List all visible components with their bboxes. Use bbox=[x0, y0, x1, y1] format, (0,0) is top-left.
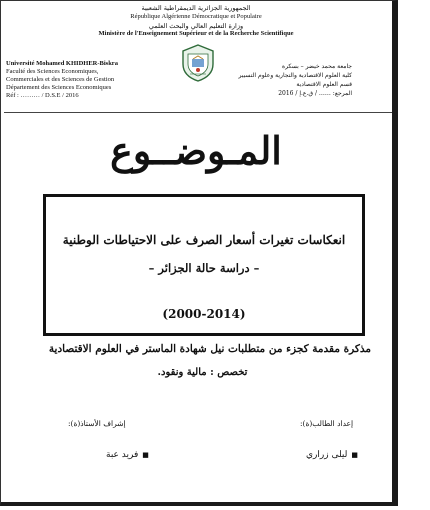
reference-line: Réf : ……… / D.S.E / 2016 bbox=[6, 92, 79, 99]
preparer-label: إعداد الطالب(ة): bbox=[300, 419, 354, 428]
department-name: Département des Sciences Economiques bbox=[6, 84, 112, 91]
ministry-name-arabic: وزارة التعليم العالي والبحث العلمي bbox=[148, 22, 244, 30]
faculty-line-2: Commerciales et des Sciences de Gestion bbox=[6, 76, 115, 83]
thesis-case-study: – دراسة حالة الجزائر – bbox=[148, 261, 260, 275]
government-name-arabic: الجمهورية الجزائرية الديمقراطية الشعبية bbox=[141, 4, 251, 12]
faculty-line-1: Faculté des Sciences Economiques, bbox=[6, 68, 99, 75]
faculty-name-arabic: كلية العلوم الاقتصادية والتجارية وعلوم التسيير bbox=[238, 72, 352, 79]
university-info-arabic bbox=[202, 62, 352, 98]
header-divider bbox=[4, 112, 392, 113]
bullet-icon: ■ bbox=[142, 451, 149, 459]
supervisor-name bbox=[106, 450, 149, 460]
government-name-french: République Algérienne Démocratique et Populaire bbox=[130, 13, 262, 20]
bullet-icon: ■ bbox=[351, 451, 359, 459]
university-name: Université Mohamed KHIDHER-Biskra bbox=[6, 60, 118, 67]
thesis-title: انعكاسات تغيرات أسعار الصرف على الاحتياطات الوطنية bbox=[62, 233, 346, 247]
supervisor-label: إشراف الأستاذ(ة): bbox=[68, 419, 126, 428]
department-name-arabic: قسم العلوم الاقتصادية bbox=[296, 81, 352, 88]
preparer-name-text: ليلى زراري bbox=[306, 450, 348, 460]
university-name-arabic: جامعة محمد خيضر – بسكرة bbox=[281, 63, 352, 70]
preparer-name bbox=[306, 450, 358, 460]
thesis-period: (2000-2014) bbox=[162, 307, 246, 321]
thesis-title-box bbox=[43, 194, 365, 336]
ministry-name-french: Ministère de l'Enseignement Supérieur et de la Recherche Scientifique bbox=[98, 30, 294, 37]
supervisor-name-text: فريد عبة bbox=[106, 450, 139, 460]
reference-arabic: المرجع: …… / ق.ع.إ / 2016 bbox=[278, 90, 352, 97]
memo-description: مذكرة مقدمة كجزء من متطلبات نيل شهادة الماستر في العلوم الاقتصادية bbox=[48, 343, 372, 355]
subject-title: المـوضــوع bbox=[110, 128, 282, 173]
document-header bbox=[0, 0, 392, 110]
university-info-french bbox=[6, 60, 156, 100]
specialty: تخصص : مالية ونقود. bbox=[157, 367, 248, 378]
